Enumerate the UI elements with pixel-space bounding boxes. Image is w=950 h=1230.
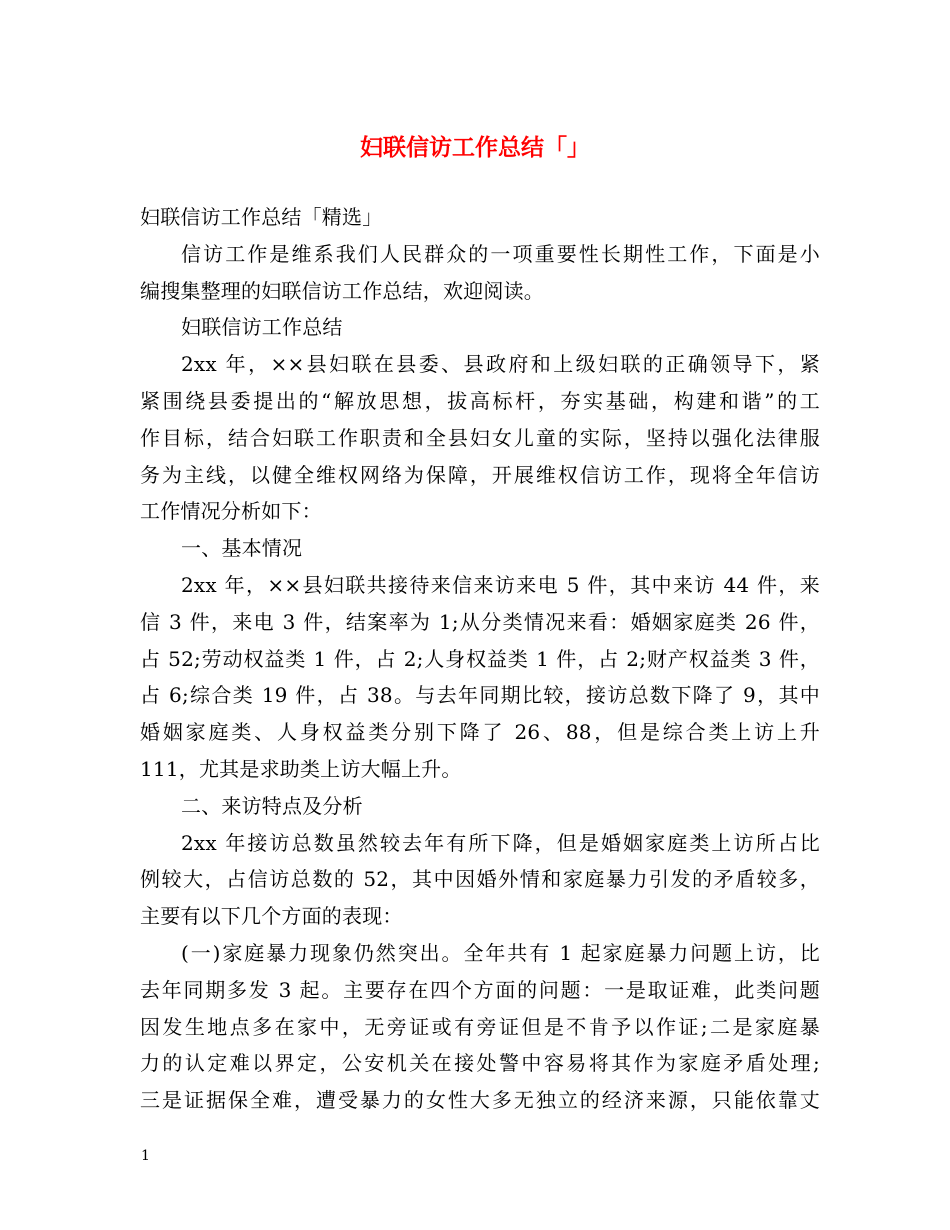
text-line: 力的认定难以界定，公安机关在接处警中容易将其作为家庭矛盾处理; xyxy=(140,1051,820,1076)
text-line: 信访工作是维系我们人民群众的一项重要性长期性工作，下面是小 xyxy=(181,241,820,266)
text-line: 工作情况分析如下： xyxy=(140,499,322,524)
text-line: 占 6;综合类 19 件，占 38。与去年同期比较，接访总数下降了 9，其中 xyxy=(140,683,820,708)
text-line: 一、基本情况 xyxy=(181,536,303,561)
text-line: 婚姻家庭类、人身权益类分别下降了 26、88，但是综合类上访上升 xyxy=(140,720,820,745)
text-line: 去年同期多发 3 起。主要存在四个方面的问题：一是取证难，此类问题 xyxy=(140,977,820,1002)
text-line: 例较大，占信访总数的 52，其中因婚外情和家庭暴力引发的矛盾较多， xyxy=(140,867,820,892)
document-body xyxy=(140,199,820,1119)
text-line: 作目标，结合妇联工作职责和全县妇女儿童的实际，坚持以强化法律服 xyxy=(140,425,820,450)
text-line: 编搜集整理的妇联信访工作总结，欢迎阅读。 xyxy=(140,278,544,303)
text-line: 妇联信访工作总结 xyxy=(181,315,343,340)
text-line: 2xx 年，××县妇联在县委、县政府和上级妇联的正确领导下，紧 xyxy=(181,352,820,377)
text-line: 2xx 年，××县妇联共接待来信来访来电 5 件，其中来访 44 件，来 xyxy=(181,572,820,597)
text-line: 务为主线，以健全维权网络为保障，开展维权信访工作，现将全年信访 xyxy=(140,462,820,487)
text-line: 占 52;劳动权益类 1 件，占 2;人身权益类 1 件，占 2;财产权益类 3 件， xyxy=(140,646,820,671)
text-line: 二、来访特点及分析 xyxy=(181,793,363,818)
text-line: 三是证据保全难，遭受暴力的女性大多无独立的经济来源，只能依靠丈 xyxy=(140,1088,820,1113)
text-line: 2xx 年接访总数虽然较去年有所下降，但是婚姻家庭类上访所占比 xyxy=(181,830,820,855)
text-line: (一)家庭暴力现象仍然突出。全年共有 1 起家庭暴力问题上访，比 xyxy=(181,940,820,965)
page-number: 1 xyxy=(141,1148,150,1164)
text-line: 111，尤其是求助类上访大幅上升。 xyxy=(140,756,462,781)
document-title: 妇联信访工作总结「」 xyxy=(360,134,590,161)
text-line: 因发生地点多在家中，无旁证或有旁证但是不肯予以作证;二是家庭暴 xyxy=(140,1014,820,1039)
text-line: 信 3 件，来电 3 件，结案率为 1;从分类情况来看：婚姻家庭类 26 件， xyxy=(140,609,820,634)
text-line: 紧围绕县委提出的“解放思想，拔高标杆，夯实基础，构建和谐”的工 xyxy=(140,388,820,413)
text-line: 妇联信访工作总结「精选」 xyxy=(140,205,383,229)
text-line: 主要有以下几个方面的表现： xyxy=(140,904,403,929)
